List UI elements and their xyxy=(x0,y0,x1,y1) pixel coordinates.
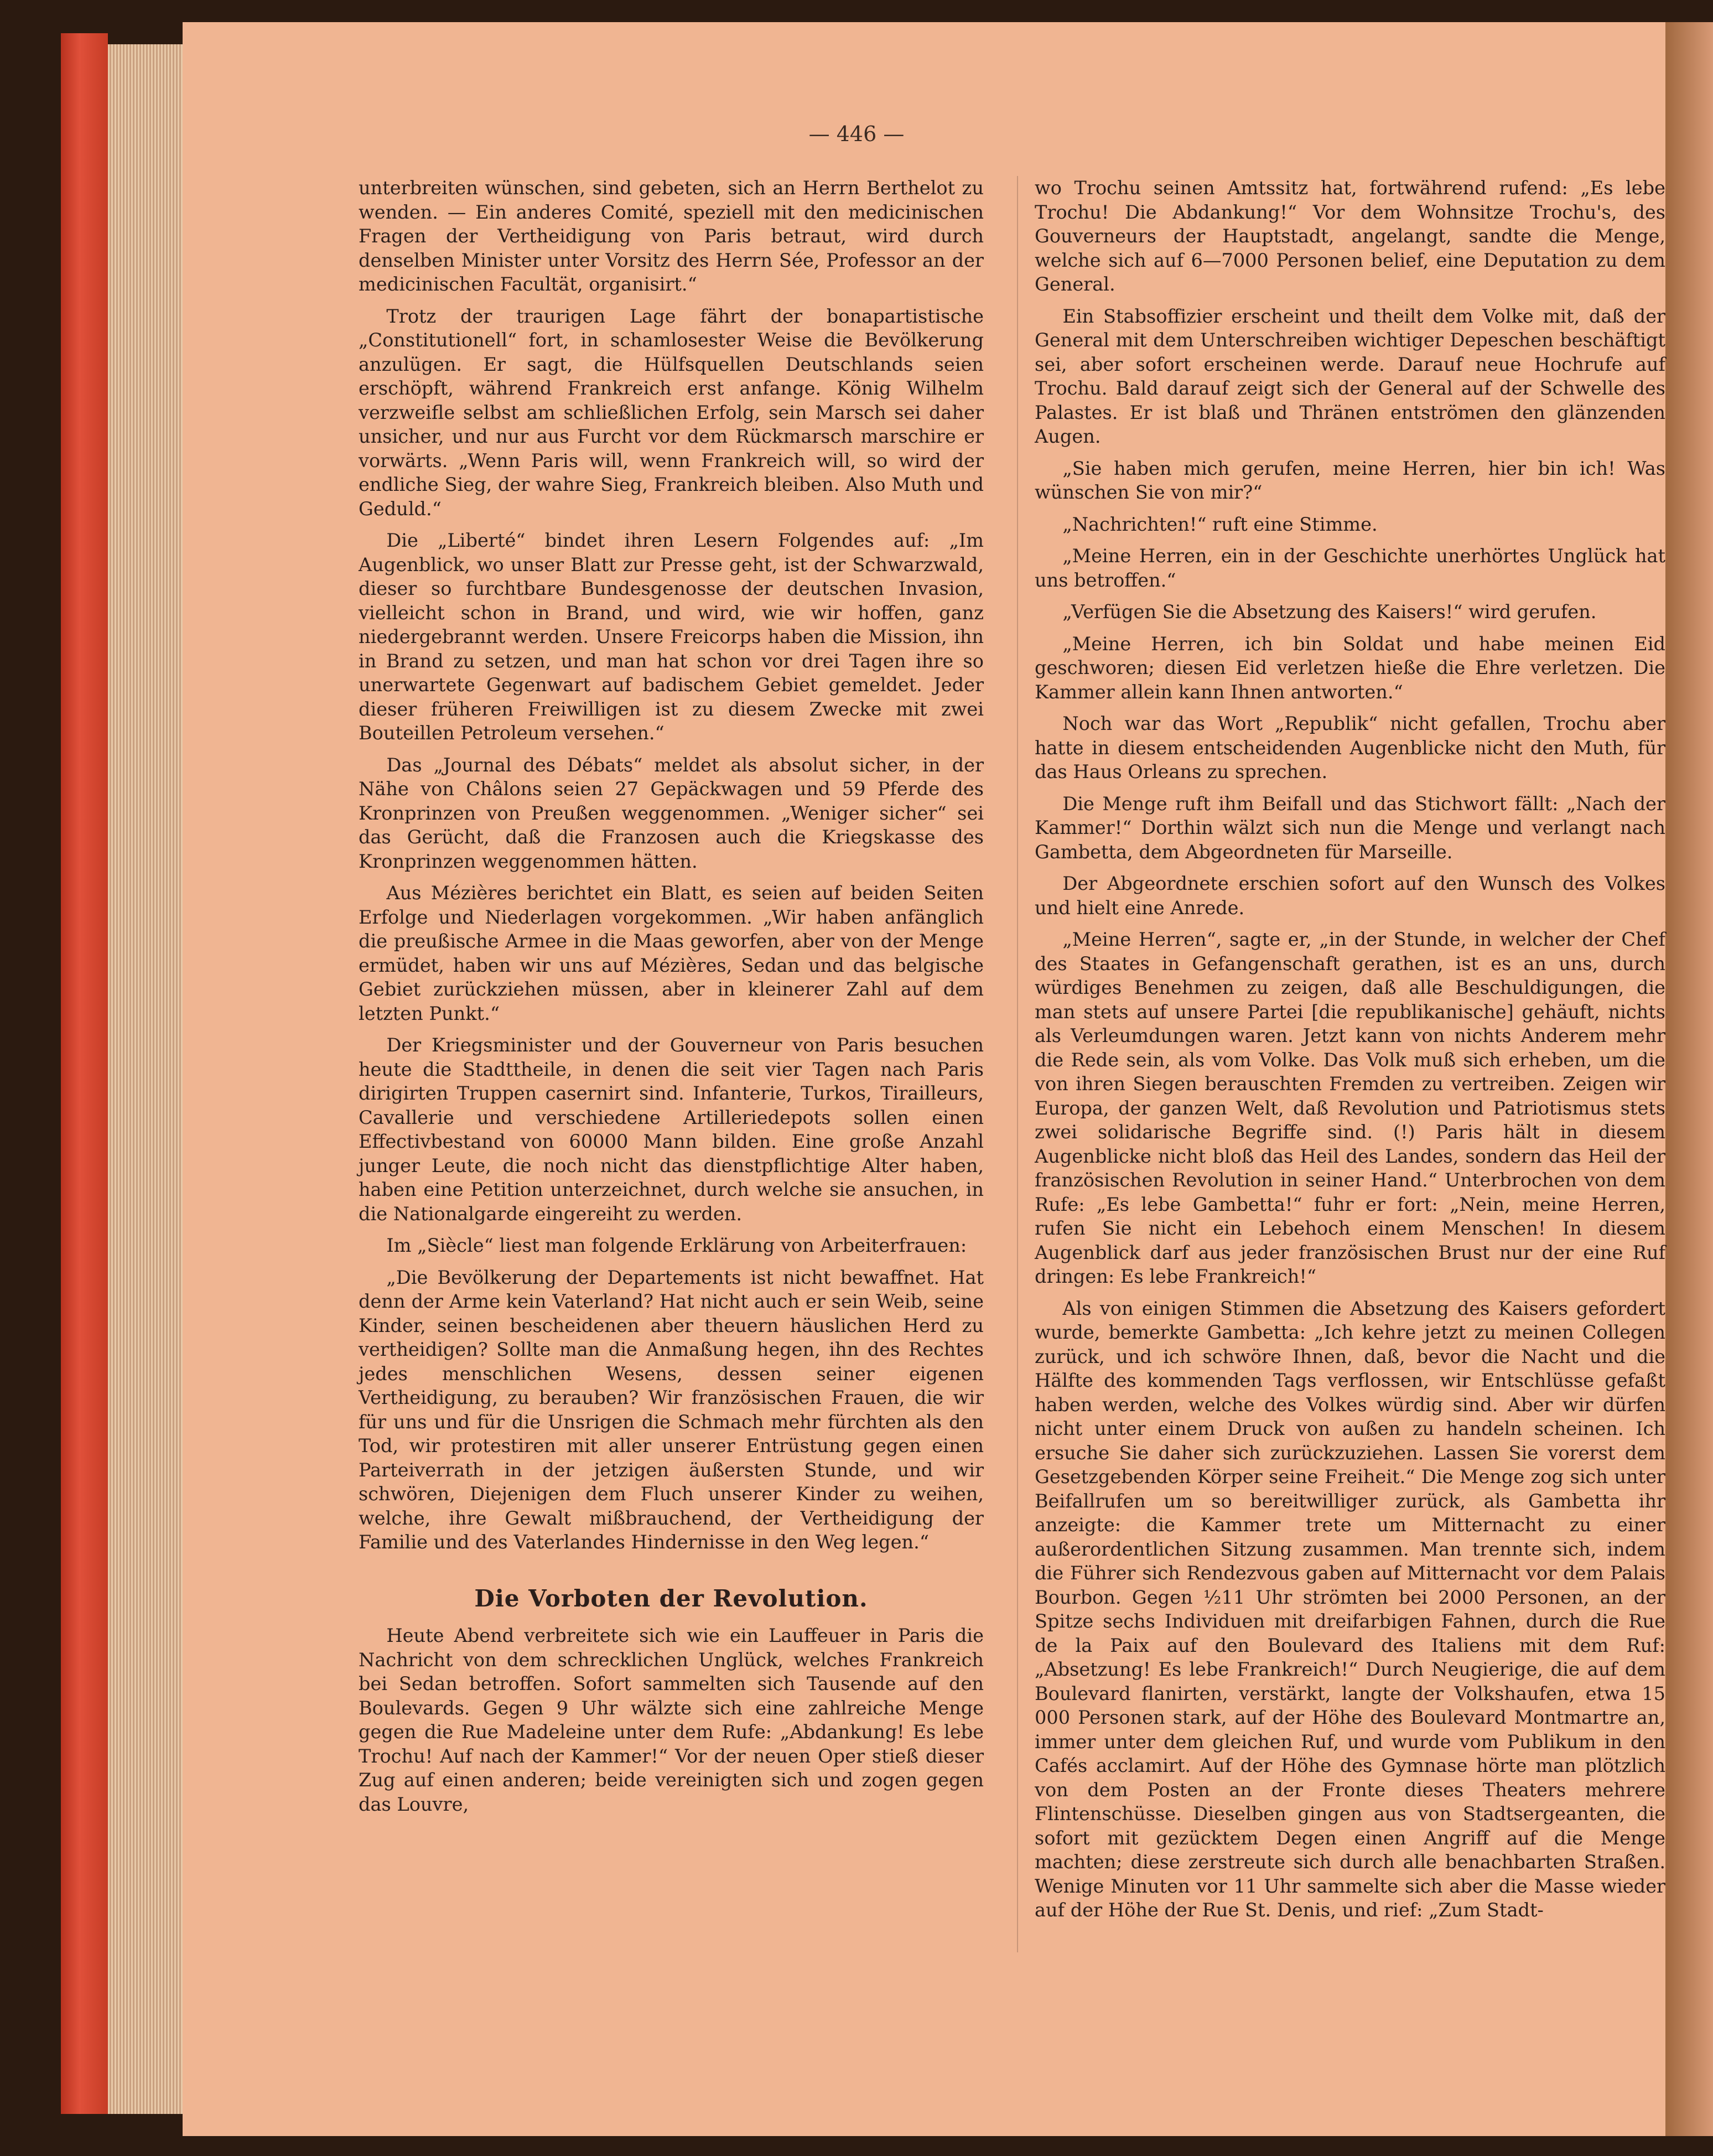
paragraph: Der Kriegsminister und der Gouverneur von Paris besuchen heute die Stadttheile, in denen die seit vier Tagen nach Paris dirigirten Truppen casernirt sind. Infanterie, Turkos, Tirailleurs, Cavallerie und verschiedene Artilleriedepots sollen einen Effectivbestand von 60000 Mann bilden. Eine große Anzahl junger Leute, die noch nicht das dienstpflichtige Alter haben, haben eine Petition unterzeichnet, durch welche sie ansuchen, in die Nationalgarde eingereiht zu werden. xyxy=(359,1034,984,1225)
paragraph: „Sie haben mich gerufen, meine Herren, hier bin ich! Was wünschen Sie von mir?“ xyxy=(1035,457,1665,503)
page-number: — 446 — xyxy=(808,122,905,146)
paragraph: Ein Stabsoffizier erscheint und theilt dem Volke mit, daß der General mit dem Unterschreiben wichtiger Depeschen beschäftigt sei, aber sofort erscheinen werde. Darauf neue Hochrufe auf Trochu. Bald darauf zeigt sich der General auf der Schwelle des Palastes. Er ist blaß und Thränen entströmen den glänzenden Augen. xyxy=(1035,305,1665,447)
paragraph: Aus Mézières berichtet ein Blatt, es seien auf beiden Seiten Erfolge und Niederlagen vorgekommen. „Wir haben anfänglich die preußische Armee in die Maas geworfen, aber von der Menge ermüdet, haben wir uns auf Mézières, Sedan und das belgische Gebiet zurückziehen müssen, aber in kleinerer Zahl auf dem letzten Punkt.“ xyxy=(359,882,984,1024)
book-cover-edge xyxy=(61,33,108,2114)
paragraph: Als von einigen Stimmen die Absetzung des Kaisers gefordert wurde, bemerkte Gambetta: „Ich kehre jetzt zu meinen Collegen zurück, und ich schwöre Ihnen, daß, bevor die Nacht und die Hälfte des kommenden Tags verflossen, wir Entschlüsse gefaßt haben werden, welche des Volkes würdig sind. Aber wir dürfen nicht unter einem Druck von außen zu handeln scheinen. Ich ersuche Sie daher sich zurückzuziehen. Lassen Sie vorerst dem Gesetzgebenden Körper seine Freiheit.“ Die Menge zog sich unter Beifallrufen um so bereitwilliger zurück, als Gambetta ihr anzeigte: die Kammer trete um Mitternacht zu einer außerordentlichen Sitzung zusammen. Man trennte sich, indem die Führer sich Rendezvous gaben auf Mitternacht vor dem Palais Bourbon. Gegen ½11 Uhr strömten bei 2000 Personen, an der Spitze sechs Individuen mit dreifarbigen Fahnen, durch die Rue de la Paix auf den Boulevard des Italiens mit dem Ruf: „Absetzung! Es lebe Frankreich!“ Durch Neugierige, die auf dem Boulevard flanirten, verstärkt, langte der Volkshaufen, etwa 15 000 Personen stark, auf der Höhe des Boulevard Montmartre an, immer unter dem gleichen Ruf, und wurde vom Publikum in den Cafés acclamirt. Auf der Höhe des Gymnase hörte man plötzlich von dem Posten an der Fronte dieses Theaters mehrere Flintenschüsse. Dieselben gingen aus von Stadtsergeanten, die sofort mit gezücktem Degen einen Angriff auf die Menge machten; diese zerstreute sich durch alle benachbarten Straßen. Wenige Minuten vor 11 Uhr sammelte sich aber die Masse wieder auf der Höhe der Rue St. Denis, und rief: „Zum Stadt- xyxy=(1035,1297,1665,1921)
page-gutter xyxy=(1665,22,1713,2136)
paragraph: Der Abgeordnete erschien sofort auf den Wunsch des Volkes und hielt eine Anrede. xyxy=(1035,873,1665,919)
paragraph: unterbreiten wünschen, sind gebeten, sich an Herrn Berthelot zu wenden. — Ein anderes Comité, speziell mit den medicinischen Fragen der Vertheidigung von Paris betraut, wird durch denselben Minister unter Vorsitz des Herrn Sée, Professor an der medicinischen Facultät, organisirt.“ xyxy=(359,177,984,295)
paragraph: „Meine Herren“, sagte er, „in der Stunde, in welcher der Chef des Staates in Gefangenschaft gerathen, ist es an uns, durch würdiges Benehmen zu zeigen, daß alle Beschuldigungen, die man stets auf unsere Partei [die republikanische] gehäuft, nichts als Verleumdungen waren. Jetzt kann von nichts Anderem mehr die Rede sein, als vom Volke. Das Volk muß sich erheben, um die von ihren Siegen berauschten Fremden zu vertreiben. Zeigen wir Europa, der ganzen Welt, daß Revolution und Patriotismus stets zwei solidarische Begriffe sind. (!) Paris hält in diesem Augenblicke nicht bloß das Heil des Landes, sondern das Heil der französischen Revolution in seiner Hand.“ Unterbrochen von dem Rufe: „Es lebe Gambetta!“ fuhr er fort: „Nein, meine Herren, rufen Sie nicht ein Lebehoch einem Menschen! In diesem Augenblick darf aus jeder französischen Brust nur der eine Ruf dringen: Es lebe Frankreich!“ xyxy=(1035,929,1665,1287)
paragraph: Die Menge ruft ihm Beifall und das Stichwort fällt: „Nach der Kammer!“ Dorthin wälzt sich nun die Menge und verlangt nach Gambetta, dem Abgeordneten für Marseille. xyxy=(1035,792,1665,863)
paragraph: Noch war das Wort „Republik“ nicht gefallen, Trochu aber hatte in diesem entscheidenden Augenblicke nicht den Muth, für das Haus Orleans zu sprechen. xyxy=(1035,713,1665,782)
paragraph: „Die Bevölkerung der Departements ist nicht bewaffnet. Hat denn der Arme kein Vaterland? Hat nicht auch er sein Weib, seine Kinder, seinen bescheidenen aber theuern häuslichen Herd zu vertheidigen? Sollte man die Anmaßung hegen, ihn des Rechtes jedes menschlichen Wesens, dessen seiner eigenen Vertheidigung, zu berauben? Wir französischen Frauen, die wir für uns und für die Unsrigen die Schmach mehr fürchten als den Tod, wir protestiren mit aller unserer Entrüstung gegen einen Parteiverrath in der jetzigen äußersten Stunde, und wir schwören, Diejenigen dem Fluch unserer Kinder zu weihen, welche, ihre Gewalt mißbrauchend, der Vertheidigung der Familie und des Vaterlandes Hindernisse in den Weg legen.“ xyxy=(359,1266,984,1553)
section-heading: Die Vorboten der Revolution. xyxy=(474,1584,868,1612)
page-block-edge xyxy=(108,44,191,2114)
paragraph: wo Trochu seinen Amtssitz hat, fortwährend rufend: „Es lebe Trochu! Die Abdankung!“ Vor dem Wohnsitze Trochu's, des Gouverneurs der Hauptstadt, angelangt, sandte die Menge, welche sich auf 6—7000 Personen belief, eine Deputation zu dem General. xyxy=(1035,177,1665,295)
paragraph: Trotz der traurigen Lage fährt der bonapartistische „Constitutionell“ fort, in schamlosester Weise die Bevölkerung anzulügen. Er sagt, die Hülfsquellen Deutschlands seien erschöpft, während Frankreich erst anfange. König Wilhelm verzweifle selbst am schließlichen Erfolg, sein Marsch sei daher unsicher, und nur aus Furcht vor dem Rückmarsch marschire er vorwärts. „Wenn Paris will, wenn Frankreich will, so wird der endliche Sieg, der wahre Sieg, Frankreich bleiben. Also Muth und Geduld.“ xyxy=(359,305,984,520)
right-column xyxy=(1035,176,1665,1930)
paragraph: Das „Journal des Débats“ meldet als absolut sicher, in der Nähe von Châlons seien 27 Gepäckwagen und 59 Pferde des Kronprinzen von Preußen weggenommen. „Weniger sicher“ sei das Gerücht, daß die Franzosen auch die Kriegskasse des Kronprinzen weggenommen hätten. xyxy=(359,754,984,872)
paragraph: Die „Liberté“ bindet ihren Lesern Folgendes auf: „Im Augenblick, wo unser Blatt zur Presse geht, ist der Schwarzwald, dieser so furchtbare Bundesgenosse der deutschen Invasion, vielleicht schon in Brand, und wird, wie wir hoffen, ganz niedergebrannt werden. Unsere Freicorps haben die Mission, ihn in Brand zu setzen, und man hat schon vor drei Tagen ihre so unerwartete Gegenwart auf badischem Gebiet gemeldet. Jeder dieser früheren Freiwilligen ist zu diesem Zwecke mit zwei Bouteillen Petroleum versehen.“ xyxy=(359,530,984,744)
paragraph: „Nachrichten!“ ruft eine Stimme. xyxy=(1062,513,1378,535)
paragraph: „Verfügen Sie die Absetzung des Kaisers!“ wird gerufen. xyxy=(1062,601,1597,623)
paragraph: Heute Abend verbreitete sich wie ein Lauffeuer in Paris die Nachricht von dem schrecklichen Unglück, welches Frankreich bei Sedan betroffen. Sofort sammelten sich Tausende auf den Boulevards. Gegen 9 Uhr wälzte sich eine zahlreiche Menge gegen die Rue Madeleine unter dem Rufe: „Abdankung! Es lebe Trochu! Auf nach der Kammer!“ Vor der neuen Oper stieß dieser Zug auf einen anderen; beide vereinigten sich und zogen gegen das Louvre, xyxy=(359,1625,984,1815)
paragraph: „Meine Herren, ich bin Soldat und habe meinen Eid geschworen; diesen Eid verletzen hieße die Ehre verletzen. Die Kammer allein kann Ihnen antworten.“ xyxy=(1035,633,1665,703)
column-divider xyxy=(1017,176,1018,1952)
paragraph: „Meine Herren, ein in der Geschichte unerhörtes Unglück hat uns betroffen.“ xyxy=(1035,545,1665,591)
paragraph: Im „Siècle“ liest man folgende Erklärung von Arbeiterfrauen: xyxy=(386,1235,967,1256)
left-column xyxy=(359,176,984,1824)
